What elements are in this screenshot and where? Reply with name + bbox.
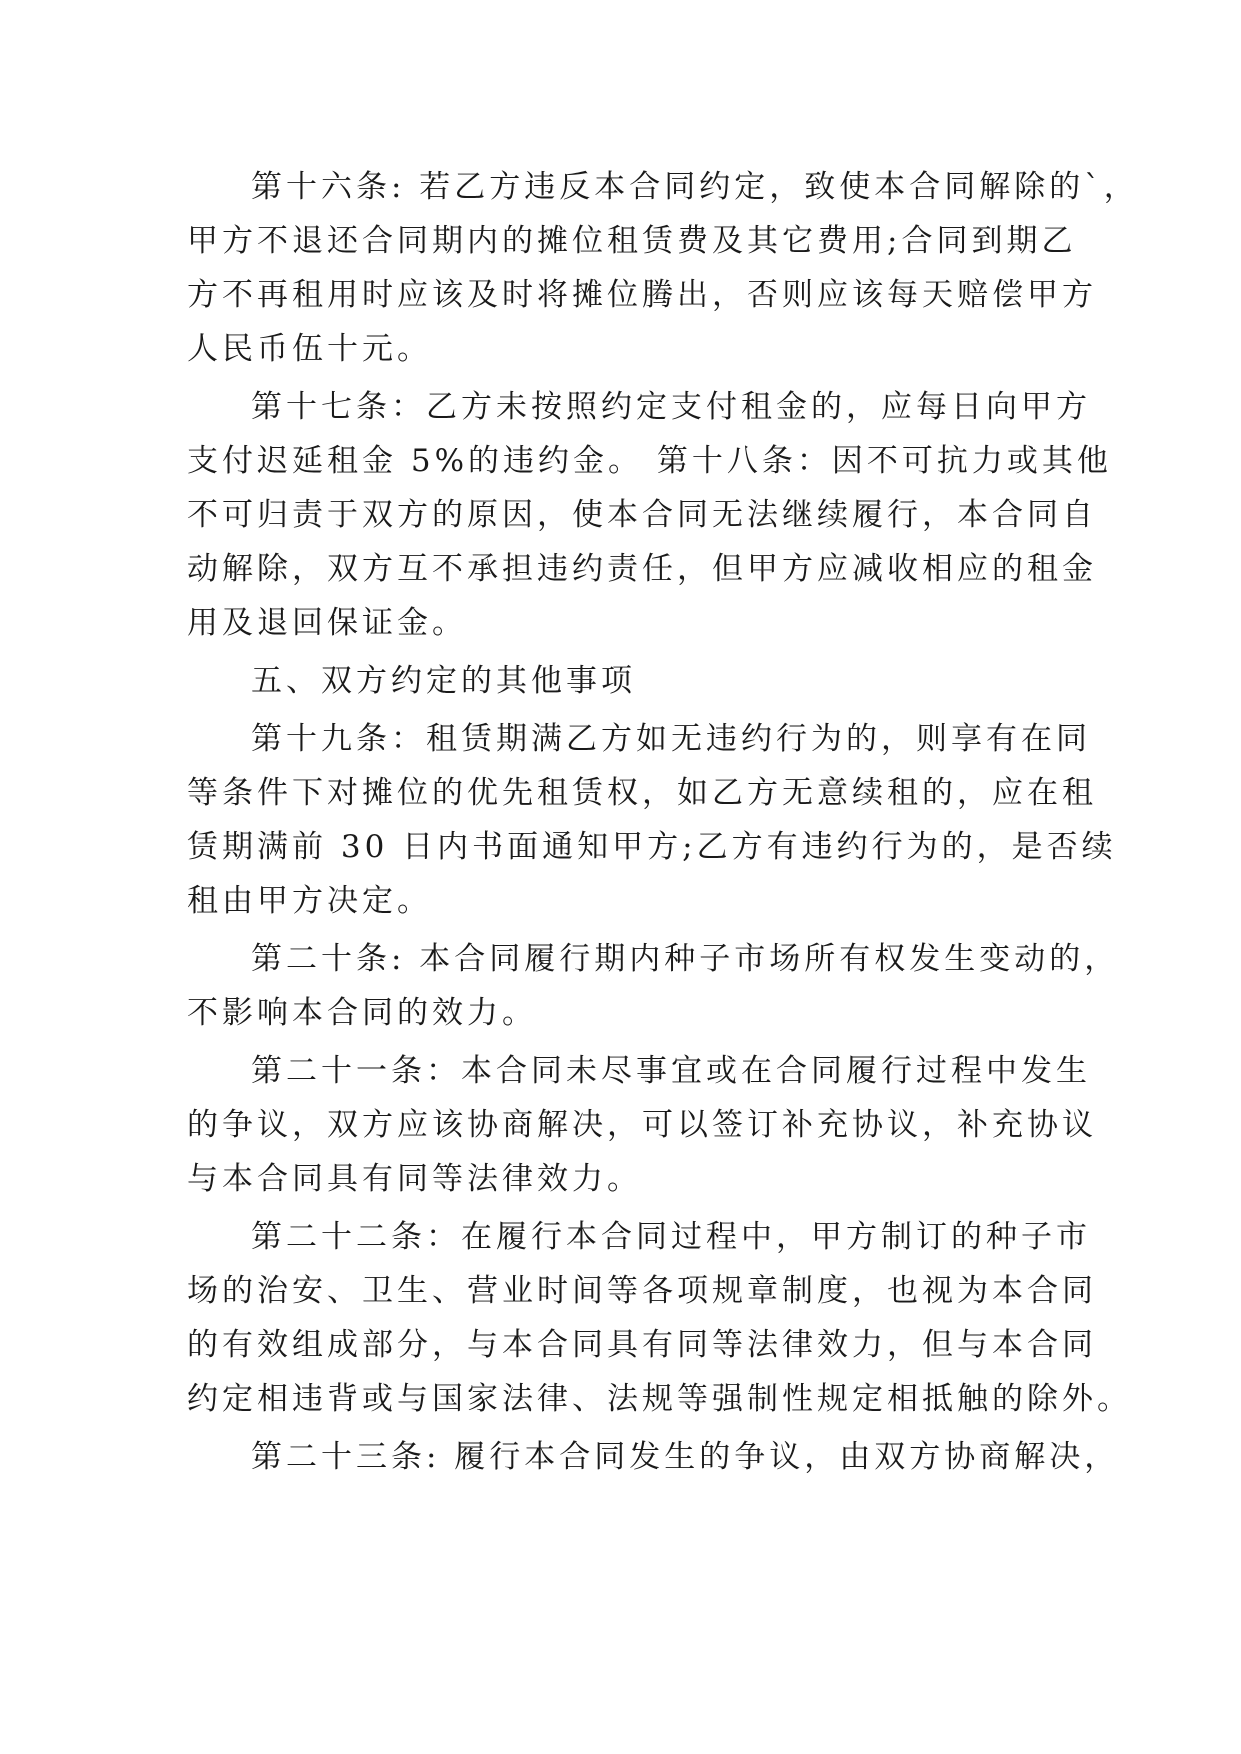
text-line: 支付迟延租金 5%的违约金。 第十八条：因不可抗力或其他: [187, 443, 1112, 479]
text-line: 不可归责于双方的原因，使本合同无法继续履行，本合同自: [187, 497, 1097, 533]
text-line: 赁期满前 30 日内书面通知甲方;乙方有违约行为的，是否续: [187, 829, 1117, 865]
text-line: 第二十二条：在履行本合同过程中，甲方制订的种子市: [251, 1219, 1091, 1255]
text-line: 人民币伍十元。: [187, 331, 432, 367]
document-body: [187, 160, 1139, 1484]
text-line: 方不再租用时应该及时将摊位腾出，否则应该每天赔偿甲方: [187, 277, 1097, 313]
text-line: 约定相违背或与国家法律、法规等强制性规定相抵触的除外。: [187, 1381, 1132, 1417]
text-line: 的争议，双方应该协商解决，可以签订补充协议，补充协议: [187, 1107, 1097, 1143]
text-line: 不影响本合同的效力。: [187, 995, 537, 1031]
text-line: 第十九条：租赁期满乙方如无违约行为的，则享有在同: [251, 721, 1091, 757]
text-line: 场的治安、卫生、营业时间等各项规章制度，也视为本合同: [187, 1273, 1097, 1309]
text-line: 的有效组成部分，与本合同具有同等法律效力，但与本合同: [187, 1327, 1097, 1363]
text-line: 第二十一条：本合同未尽事宜或在合同履行过程中发生: [251, 1053, 1091, 1089]
text-line: 用及退回保证金。: [187, 605, 467, 641]
text-line: 与本合同具有同等法律效力。: [187, 1161, 642, 1197]
text-line: 第二十条: 本合同履行期内种子市场所有权发生变动的，: [251, 941, 1120, 977]
text-line: 租由甲方决定。: [187, 883, 432, 919]
text-line: 等条件下对摊位的优先租赁权，如乙方无意续租的，应在租: [187, 775, 1097, 811]
text-line: 第十六条: 若乙方违反本合同约定，致使本合同解除的`，: [251, 169, 1139, 205]
text-line: 甲方不退还合同期内的摊位租赁费及其它费用;合同到期乙: [187, 223, 1077, 259]
text-line: 动解除，双方互不承担违约责任，但甲方应减收相应的租金: [187, 551, 1097, 587]
text-line: 第二十三条: 履行本合同发生的争议，由双方协商解决，: [251, 1439, 1120, 1475]
text-line: 第十七条：乙方未按照约定支付租金的，应每日向甲方: [251, 389, 1091, 425]
section-heading: 五、双方约定的其他事项: [251, 663, 636, 699]
